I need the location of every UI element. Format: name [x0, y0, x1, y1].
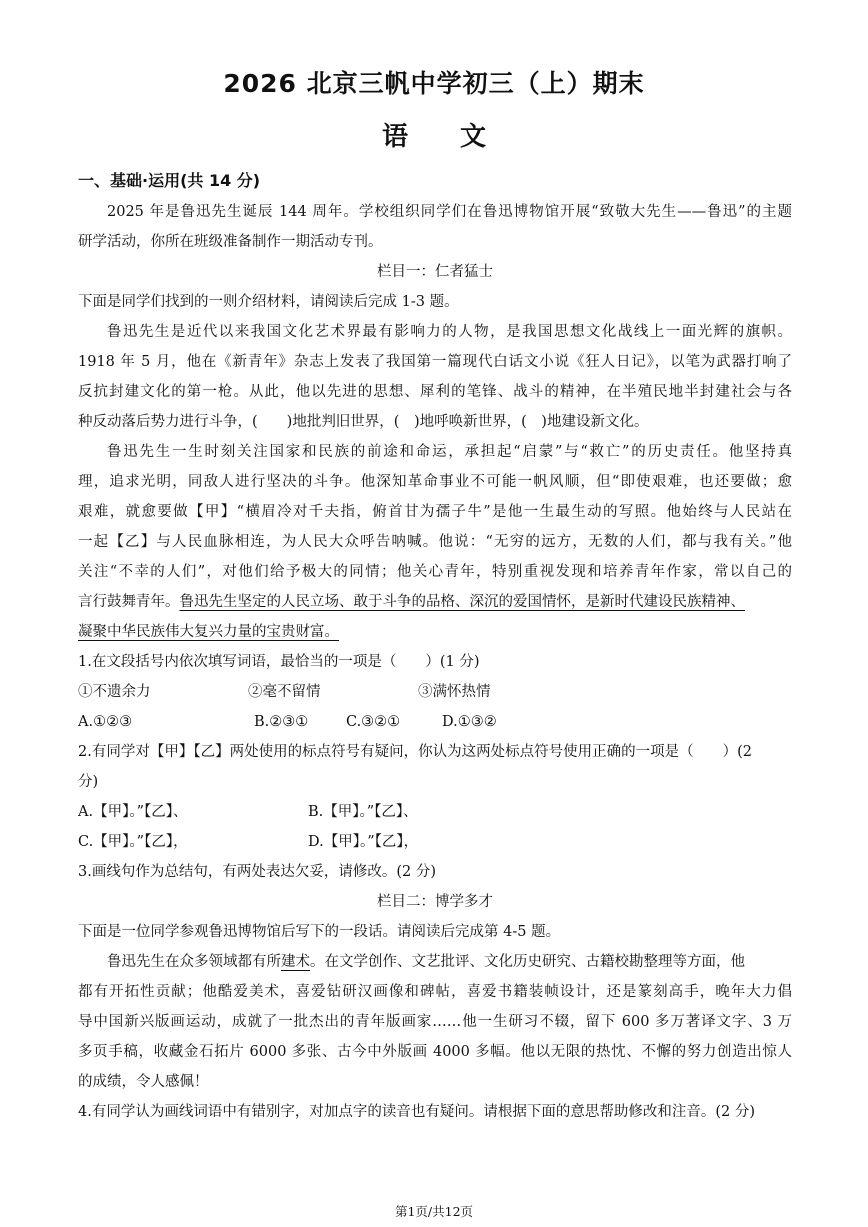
- passage2-line-4: 一起【乙】与人民血脉相连，为人民大众呼告呐喊。他说：“无穷的远方，无数的人们，都与我有关。”他: [78, 534, 792, 550]
- question-2-stem-continued: 分): [78, 774, 99, 790]
- intro-line-2: 研学活动，你所在班级准备制作一期活动专刊。: [78, 234, 383, 250]
- passage1-line-4: 种反动落后势力进行斗争，( )地批判旧世界，( )地呼唤新世界，( )地建设新文化。: [78, 414, 649, 430]
- question-1-words: [78, 678, 792, 708]
- passage3-line-4: 多页手稿，收藏金石拓片 6000 多张、古今中外版画 4000 多幅。他以无限的热忱、不懈的努力创造出惊人: [78, 1044, 792, 1060]
- passage2-line-3: 艰难，就愈要做【甲】“横眉冷对千夫指，俯首甘为孺子牛”是他一生最生动的写照。他始终与人民站在: [78, 504, 792, 520]
- intro-line-1: 2025 年是鲁迅先生诞辰 144 周年。学校组织同学们在鲁迅博物馆开展“致敬大先生——鲁迅”的主题: [107, 204, 792, 220]
- page-number: 第1页/共12页: [394, 1204, 474, 1219]
- passage3-line-2: 都有开拓性贡献；他酷爱美术，喜爱钻研汉画像和碑帖，喜爱书籍装帧设计，还是篆刻高手，晚年大力倡: [78, 984, 792, 1000]
- exam-title: 2026 北京三帆中学初三（上）期末: [223, 69, 645, 98]
- q1-option-c: C.③②①: [346, 714, 401, 730]
- q2-option-a: A.【甲】。”【乙】、: [78, 804, 188, 820]
- underlined-sentence-part-1: 鲁迅先生坚定的人民立场、敢于斗争的品格、深沉的爱国情怀，是新时代建设民族精神、: [179, 594, 745, 610]
- passage3-text-after: 。在文学创作、文艺批评、文化历史研究、古籍校勘整理等方面，他: [310, 954, 745, 970]
- passage2-line-5: 关注“不幸的人们”，对他们给予极大的同情；他关心青年，特别重视发现和培养青年作家，常以自己的: [78, 564, 792, 580]
- subject-title: 语文: [381, 122, 538, 152]
- word-1: ①不遗余力: [78, 684, 151, 700]
- passage2-plain-text: 言行鼓舞青年。: [78, 594, 180, 610]
- q2-option-c: C.【甲】。”【乙】，: [78, 834, 188, 850]
- passage2-line-2: 理，追求光明，同敌人进行坚决的斗争。他深知革命事业不可能一帆风顺，但“即使艰难，也还要做；愈: [78, 474, 792, 490]
- q1-option-a: A.①②③: [78, 714, 133, 730]
- passage2-line-1: 鲁迅先生一生时刻关注国家和民族的前途和命运，承担起“启蒙”与“救亡”的历史责任。他坚持真: [107, 444, 792, 460]
- column1-title: 栏目一：仁者猛士: [377, 264, 493, 280]
- passage1-line-3: 反抗封建文化的第一枪。从此，他以先进的思想、犀利的笔锋、战斗的精神，在半殖民地半封建社会与各: [78, 384, 792, 400]
- question-2-stem: 2.有同学对【甲】【乙】两处使用的标点符号有疑问，你认为这两处标点符号使用正确的一项是（ ）(2: [78, 744, 752, 760]
- word-3: ③满怀热情: [418, 684, 491, 700]
- word-2: ②毫不留情: [248, 684, 321, 700]
- q2-option-d: D.【甲】。”【乙】，: [308, 834, 419, 850]
- passage2-line-7: [78, 618, 792, 648]
- question-1-stem: 1.在文段括号内依次填写词语，最恰当的一项是（ ）(1 分): [78, 654, 480, 670]
- question-4-stem: 4.有同学认为画线词语中有错别字，对加点字的读音也有疑问。请根据下面的意思帮助修改和注音。(2 分): [78, 1104, 755, 1120]
- passage2-line-6: [78, 588, 792, 618]
- q2-option-b: B.【甲】。”【乙】、: [308, 804, 418, 820]
- question-1-options: [78, 708, 792, 738]
- q1-option-b: B.②③①: [254, 714, 309, 730]
- section-heading: 一、基础·运用(共 14 分): [78, 171, 261, 190]
- passage3-line-1: [78, 948, 792, 978]
- underlined-sentence-part-2: 凝聚中华民族伟大复兴力量的宝贵财富。: [78, 624, 339, 640]
- q1-option-d: D.①③②: [442, 714, 497, 730]
- column2-title: 栏目二：博学多才: [377, 894, 493, 910]
- question-2-options-row-1: [78, 798, 792, 828]
- passage3-text-before: 鲁迅先生在众多领域都有所: [107, 954, 281, 970]
- column2-instruction: 下面是一位同学参观鲁迅博物馆后写下的一段话。请阅读后完成第 4-5 题。: [78, 924, 561, 940]
- passage3-line-5: 的成绩，令人感佩！: [78, 1074, 209, 1090]
- question-3-stem: 3.画线句作为总结句，有两处表达欠妥，请修改。(2 分): [78, 864, 436, 880]
- passage1-line-1: 鲁迅先生是近代以来我国文化艺术界最有影响力的人物，是我国思想文化战线上一面光辉的旗帜。: [107, 324, 792, 340]
- question-2-options-row-2: [78, 828, 792, 858]
- passage3-line-3: 导中国新兴版画运动，成就了一批杰出的青年版画家……他一生研习不辍，留下 600 多万著译文字、3 万: [78, 1014, 792, 1030]
- underlined-word: 建术: [281, 954, 310, 970]
- column1-instruction: 下面是同学们找到的一则介绍材料，请阅读后完成 1-3 题。: [78, 294, 459, 310]
- passage1-line-2: 1918 年 5 月，他在《新青年》杂志上发表了我国第一篇现代白话文小说《狂人日记》，以笔为武器打响了: [78, 354, 792, 370]
